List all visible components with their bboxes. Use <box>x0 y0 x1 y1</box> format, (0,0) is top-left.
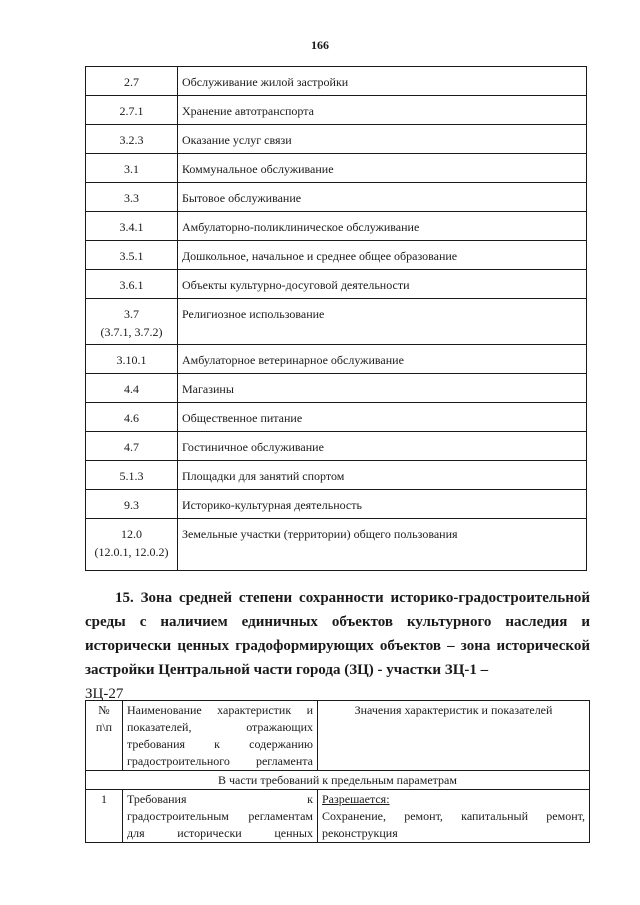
use-row <box>86 183 587 212</box>
use-code: 3.6.1 <box>119 278 144 292</box>
use-code-cell <box>86 67 178 96</box>
row-name-line: для исторически ценных <box>127 826 313 840</box>
header-name-line: показателей, отражающих <box>127 720 313 734</box>
use-row <box>86 461 587 490</box>
use-code: 2.7 <box>124 75 139 89</box>
header-name-line: градостроительного регламента <box>127 754 313 768</box>
zone-table-subheader-row <box>86 771 590 790</box>
use-name: Оказание услуг связи <box>178 125 587 154</box>
use-code: 4.7 <box>124 440 139 454</box>
permitted-uses-table <box>85 66 587 571</box>
use-name: Хранение автотранспорта <box>178 96 587 125</box>
use-name: Магазины <box>178 374 587 403</box>
zone-parameters-table <box>85 700 590 843</box>
header-name-line: требования к содержанию <box>127 737 313 751</box>
use-row <box>86 374 587 403</box>
use-code: 3.1 <box>124 162 139 176</box>
use-code: 2.7.1 <box>119 104 144 118</box>
use-row <box>86 154 587 183</box>
row-name-cell <box>123 790 318 843</box>
use-code: 4.4 <box>124 382 139 396</box>
use-name: Дошкольное, начальное и среднее общее образование <box>178 241 587 270</box>
use-code: 3.4.1 <box>119 220 144 234</box>
section-heading <box>85 586 590 706</box>
use-name: Общественное питание <box>178 403 587 432</box>
use-name: Земельные участки (территории) общего пользования <box>178 519 587 571</box>
use-code-cell <box>86 183 178 212</box>
header-num-cell: № п\п <box>86 701 123 771</box>
zone-table-header-row <box>86 701 590 771</box>
use-row <box>86 519 587 571</box>
use-row <box>86 270 587 299</box>
use-code: 3.10.1 <box>116 353 147 367</box>
use-name: Религиозное использование <box>178 299 587 345</box>
header-name-cell <box>123 701 318 771</box>
use-code-cell <box>86 345 178 374</box>
use-row <box>86 432 587 461</box>
use-name: Гостиничное обслуживание <box>178 432 587 461</box>
use-code: 9.3 <box>124 498 139 512</box>
header-name-line: Наименование характеристик и <box>127 703 313 717</box>
use-code-cell <box>86 461 178 490</box>
use-row <box>86 241 587 270</box>
permitted-label: Разрешается: <box>322 792 390 806</box>
use-code-cell <box>86 125 178 154</box>
header-values-cell: Значения характеристик и показателей <box>318 701 590 771</box>
zone-table-row <box>86 790 590 843</box>
use-name: Историко-культурная деятельность <box>178 490 587 519</box>
use-code: 3.7 <box>124 307 139 321</box>
section-heading-tail: ЗЦ-27 <box>85 686 124 702</box>
use-code-sub: (3.7.1, 3.7.2) <box>100 325 163 339</box>
use-code-cell <box>86 270 178 299</box>
use-code: 12.0 <box>121 527 142 541</box>
use-code-cell <box>86 96 178 125</box>
permitted-text-line: реконструкция <box>322 826 398 840</box>
use-row <box>86 490 587 519</box>
row-name-line: Требования к <box>127 792 313 806</box>
page-number: 166 <box>311 38 329 52</box>
use-row <box>86 125 587 154</box>
use-name: Площадки для занятий спортом <box>178 461 587 490</box>
subheader-cell: В части требований к предельным параметрам <box>86 771 590 790</box>
use-code-sub: (12.0.1, 12.0.2) <box>94 545 169 559</box>
use-name: Коммунальное обслуживание <box>178 154 587 183</box>
use-code-cell <box>86 299 178 345</box>
use-code-cell <box>86 212 178 241</box>
use-name: Амбулаторное ветеринарное обслуживание <box>178 345 587 374</box>
use-code-cell <box>86 490 178 519</box>
use-row <box>86 212 587 241</box>
use-code: 4.6 <box>124 411 139 425</box>
use-name: Бытовое обслуживание <box>178 183 587 212</box>
use-code-cell <box>86 241 178 270</box>
permitted-text-line: Сохранение, ремонт, капитальный ремонт, <box>322 809 585 823</box>
use-code-cell <box>86 519 178 571</box>
use-name: Обслуживание жилой застройки <box>178 67 587 96</box>
use-code: 3.3 <box>124 191 139 205</box>
row-num-cell: 1 <box>86 790 123 843</box>
use-row <box>86 299 587 345</box>
use-code-cell <box>86 374 178 403</box>
use-row <box>86 345 587 374</box>
use-row <box>86 96 587 125</box>
use-row <box>86 67 587 96</box>
use-row <box>86 403 587 432</box>
row-name-line: градостроительным регламентам <box>127 809 313 823</box>
use-code-cell <box>86 432 178 461</box>
section-heading-text: 15. Зона средней степени сохранности историко-градостроительной среды с наличием единичных объектов культурного наследия и исторически ценных градоформирующих объектов – зона исторической застройки Центральной части города (ЗЦ) - участки ЗЦ-1 – <box>85 590 590 678</box>
use-name: Амбулаторно-поликлиническое обслуживание <box>178 212 587 241</box>
use-code: 3.2.3 <box>119 133 144 147</box>
use-code: 5.1.3 <box>119 469 144 483</box>
use-name: Объекты культурно-досуговой деятельности <box>178 270 587 299</box>
use-code: 3.5.1 <box>119 249 144 263</box>
use-code-cell <box>86 154 178 183</box>
use-code-cell <box>86 403 178 432</box>
row-values-cell <box>318 790 590 843</box>
